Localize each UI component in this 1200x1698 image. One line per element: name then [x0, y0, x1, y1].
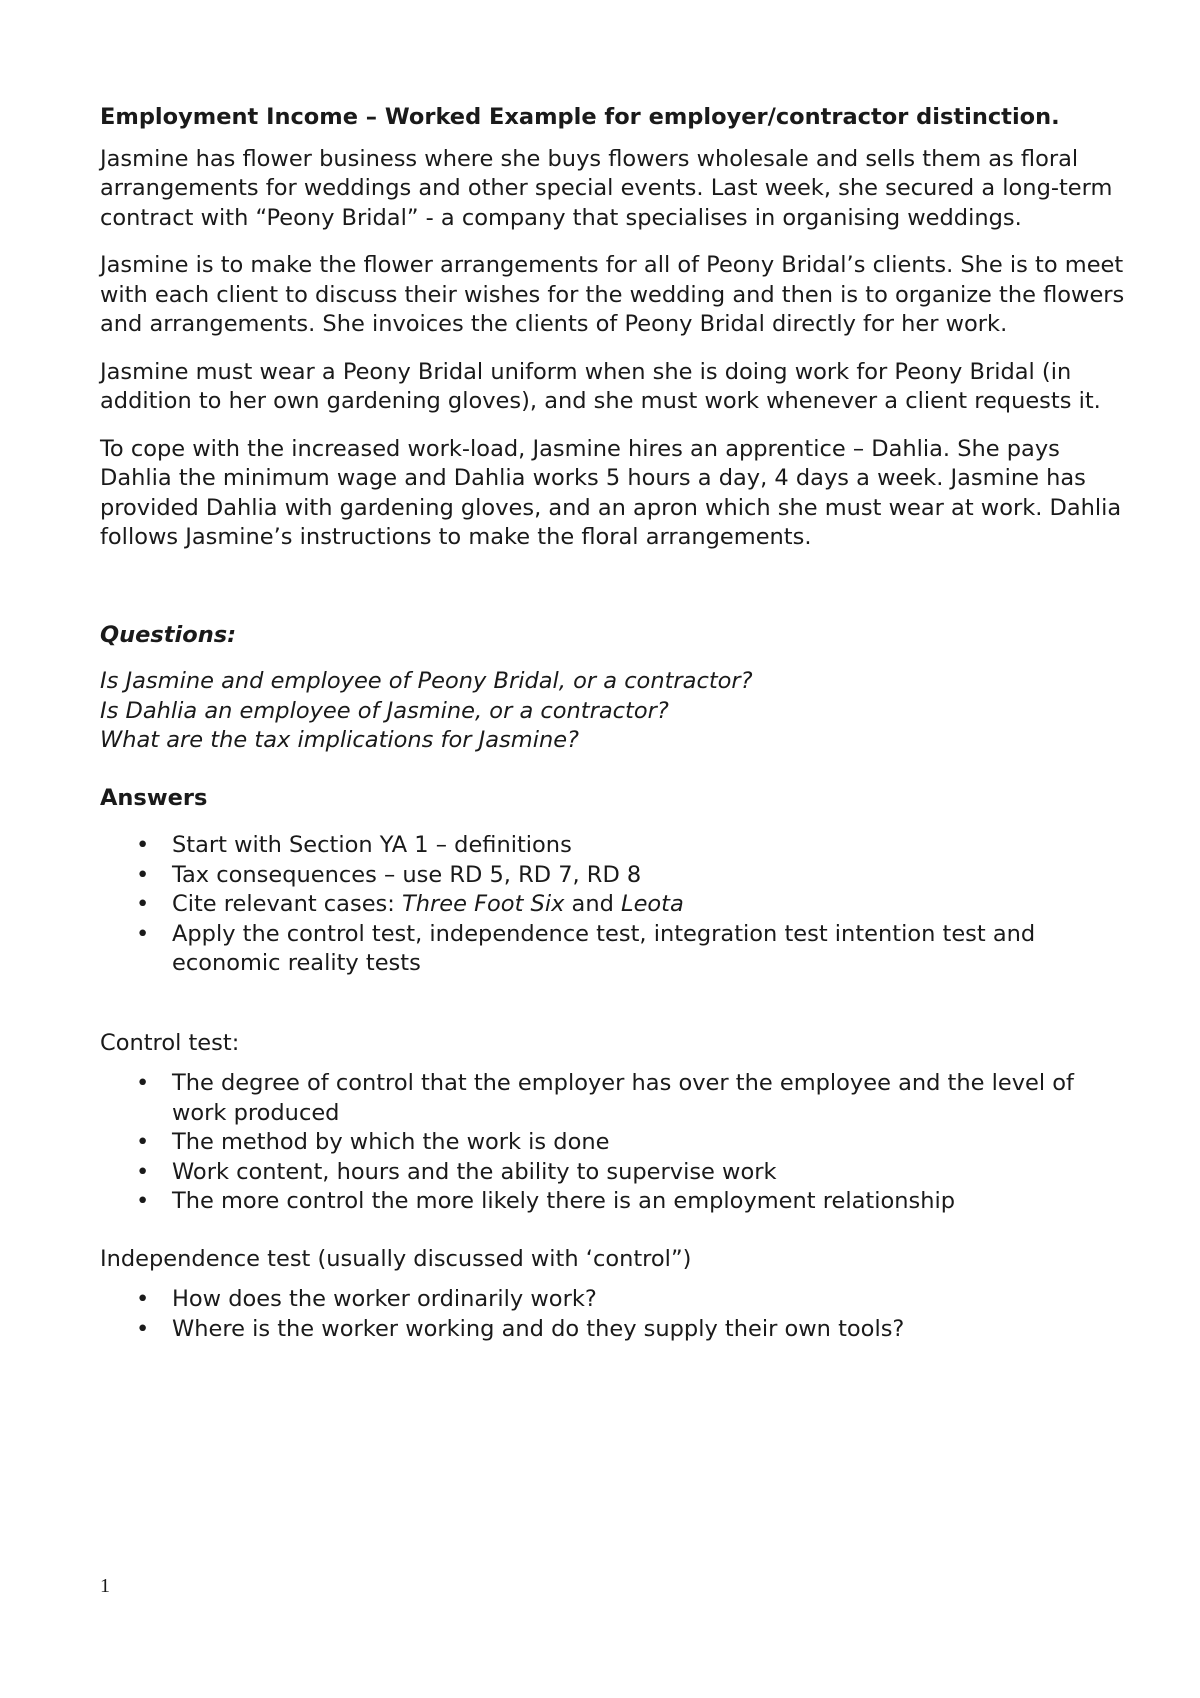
list-item-text: Start with Section YA 1 – definitions: [172, 832, 572, 858]
independence-test-label: Independence test (usually discussed with ‘control”): [100, 1245, 692, 1272]
bullet-icon: •: [136, 1158, 150, 1185]
list-item: [100, 1158, 1130, 1188]
independence-test-list: [100, 1285, 1130, 1344]
paragraph-arrangements: Jasmine is to make the flower arrangements for all of Peony Bridal’s clients. She is to meet with each client to discuss their wishes for the wedding and then is to organize the flowers and arrangements. She invoices the clients of Peony Bridal directly for her work.: [100, 252, 1125, 337]
spacer: [100, 756, 1130, 784]
spacer: [100, 979, 1130, 1029]
list-item-text: Where is the worker working and do they supply their own tools?: [172, 1315, 905, 1342]
bullet-icon: •: [136, 1129, 150, 1155]
list-item: [100, 1069, 1130, 1128]
paragraph-apprentice: To cope with the increased work-load, Jasmine hires an apprentice – Dahlia. She pays Dahlia the minimum wage and Dahlia works 5 hours a day, 4 days a week. Jasmine has provided Dahlia with gardening gloves, and an apron which she must wear at work. Dahlia follows Jasmine’s instructions to make the floral arrangements.: [100, 435, 1122, 550]
list-item: [100, 890, 1130, 920]
list-item-text: How does the worker ordinarily work?: [172, 1286, 597, 1312]
page-number: 1: [100, 1575, 110, 1597]
bullet-icon: •: [136, 832, 150, 858]
list-item: [100, 1128, 1130, 1158]
paragraph-business: Jasmine has flower business where she buys flowers wholesale and sells them as floral arrangements for weddings and other special events. Last week, she secured a long-term contract with “Peony Bridal” - a company that specialises in organising weddings.: [100, 145, 1113, 231]
list-item: [100, 831, 1130, 861]
list-item-text: Work content, hours and the ability to supervise work: [172, 1158, 777, 1185]
list-item-text: The more control the more likely there is an employment relationship: [172, 1188, 956, 1214]
answers-list: [100, 831, 1130, 979]
list-item-text: The degree of control that the employer has over the employee and the level of work produced: [172, 1070, 1074, 1126]
list-item-text: Cite relevant cases:: [172, 891, 402, 917]
document-body: [100, 103, 1130, 1344]
list-item-text: Apply the control test, independence test, integration test intention test and economic reality tests: [172, 920, 1036, 976]
bullet-icon: •: [136, 1188, 150, 1214]
list-item: [100, 920, 1130, 979]
list-item: [100, 861, 1130, 891]
bullet-icon: •: [136, 1286, 150, 1312]
document-title: Employment Income – Worked Example for employer/contractor distinction.: [100, 104, 1060, 130]
case-name: Leota: [621, 891, 684, 917]
questions-heading: Questions:: [100, 621, 237, 648]
control-test-list: [100, 1069, 1130, 1217]
control-test-label: Control test:: [100, 1029, 240, 1056]
answers-heading: Answers: [100, 784, 208, 811]
list-item: [100, 1315, 1130, 1345]
bullet-icon: •: [136, 1315, 150, 1342]
spacer: [100, 1217, 1130, 1245]
question-item: What are the tax implications for Jasmine?: [100, 727, 579, 753]
list-item: [100, 1285, 1130, 1315]
case-name: Three Foot Six: [402, 891, 565, 917]
spacer: [100, 571, 1130, 621]
question-item: Is Jasmine and employee of Peony Bridal, or a contractor?: [100, 668, 753, 694]
bullet-icon: •: [136, 891, 150, 917]
bullet-icon: •: [136, 920, 150, 947]
list-item: [100, 1187, 1130, 1217]
list-item-text: Tax consequences – use RD 5, RD 7, RD 8: [172, 861, 642, 888]
list-item-text: The method by which the work is done: [172, 1129, 610, 1155]
question-item: Is Dahlia an employee of Jasmine, or a contractor?: [100, 697, 669, 724]
bullet-icon: •: [136, 861, 150, 888]
bullet-icon: •: [136, 1070, 150, 1096]
list-item-text: and: [564, 891, 622, 917]
paragraph-uniform: Jasmine must wear a Peony Bridal uniform when she is doing work for Peony Bridal (in addition to her own gardening gloves), and she must work whenever a client requests it.: [100, 358, 1101, 414]
